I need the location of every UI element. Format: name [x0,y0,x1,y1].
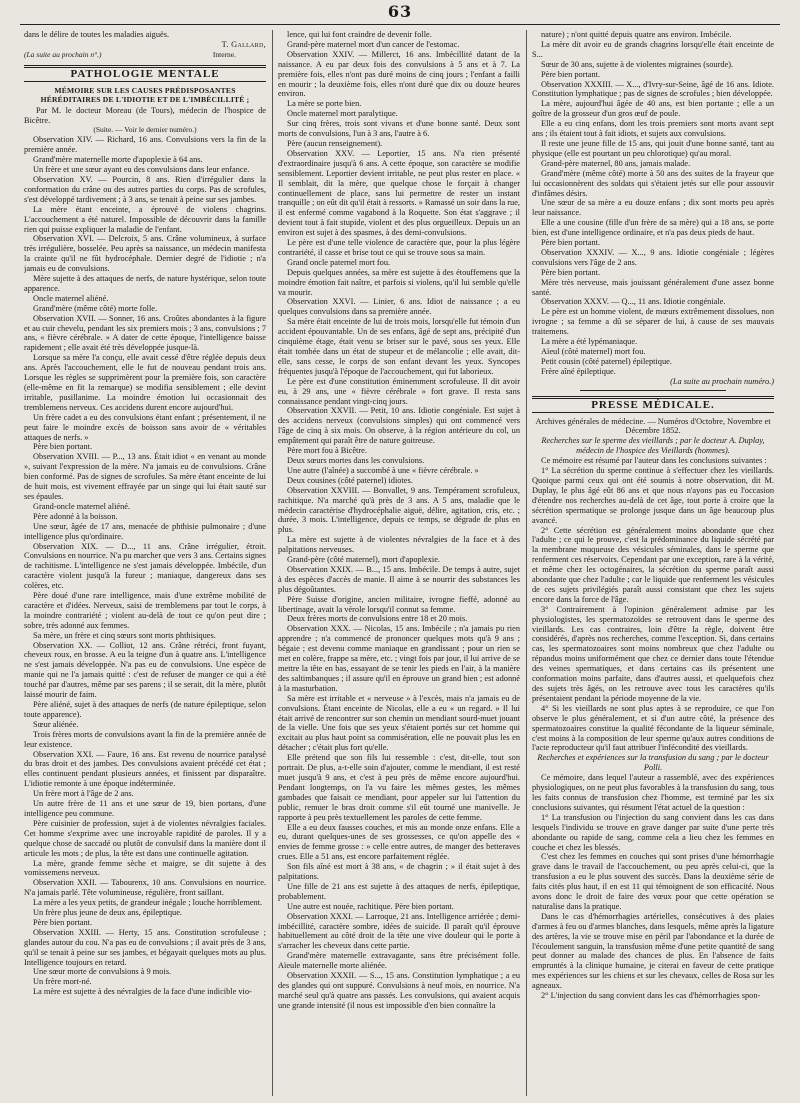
paragraph: Elle a une cousine (fille d'un frère de sa mère) qui a 18 ans, se porte bien, est d'une intelligence ordinaire, et n'a pas deux pieds de haut. [532,218,774,238]
signature-role: Interne. [212,49,236,59]
column-3-body-b [532,456,774,753]
paragraph: Sœur de 30 ans, sujette à de violentes migraines (sourde). [541,59,734,69]
paragraph: Observation XXXI. — Larroque, 21 ans. Intelligence arriérée ; demi-imbécillité, caractère sombre, idées de suicide. Il paraît qu'il éprouve habituellement au côté droit de la tête une vive douleur qui le porte à s'arracher les cheveux dans cette partie. [278,911,520,951]
paragraph: Dans le cas d'hémorrhagies artérielles, consécutives à des plaies d'armes à feu ou d'armes blanches, dans lesquels, même après la ligature des artères, la vie se trouve mise en péril par l'abondance et la durée de l'écoulement sanguin, la transfusion même d'une petite quantité de sang peut donner au malade des chances de plus. En l'absence de faits empruntés à la clinique humaine, je citerai en faveur de cette pratique mes expériences sur les chiens et sur les chevaux, celles de Rosa sur les agneaux. [532,911,774,991]
memoir-title: MÉMOIRE SUR LES CAUSES PRÉDISPOSANTES HÉRÉDITAIRES DE L'IDIOTIE ET DE L'IMBÉCILLITÉ ; [40,85,250,104]
paragraph: Observation XXIII. — Herty, 15 ans. Constitution scrofuleuse ; glandes autour du cou. N'a pas eu de convulsions ; il avait près de 3 ans, qu'il se tenait à peine sur ses jambes, et bégayait quelques mots au plus. Intelligence toujours en retard. [24,927,266,967]
paragraph: Observation XXIX. — B..., 15 ans. Imbécile. De temps à autre, sujet à des espèces d'accès de manie. Il aime à se nourrir des substances les plus dégoûtantes. [278,564,520,594]
paragraph: Un frère cadet a eu des convulsions étant enfant ; présentement, il ne peut faire le moindre excès de boisson sans avoir de « véritables attaques de nerfs. » [24,412,266,442]
paragraph: Son fils aîné est mort à 38 ans, « de chagrin ; » il était sujet à des palpitations. [278,862,520,882]
paragraph: Observation XXXV. — Q..., 11 ans. Idiotie congéniale. [541,297,726,307]
recherches-title: Recherches sur le sperme des vieillards ; par le docteur A. Duplay, médecin de l'hospice des Vieillards (hommes). [541,436,765,456]
page-number: 63 [387,2,413,21]
paragraph: Grand'mère (même côté) morte folle. [33,303,158,313]
paragraph: Père bien portant. [541,69,601,79]
paragraph: Une autre est nouée, rachitique. Père bien portant. [287,901,454,911]
paragraph: Elle a eu cinq enfans, dont les trois premiers sont morts avant sept ans ; ils étaient tout à fait idiots, et sujets aux convulsions. [532,119,774,139]
column-2 [278,30,520,1096]
paragraph: Père adonné à la boisson. [33,511,118,521]
paragraph: Observation XX. — Colliot, 12 ans. Crâne rétréci, front fuyant, cheveux roux, en brosse. A eu la teigne d'un à quatre ans. L'intelligence ne s'est jamais développée. N'a pas eu de convulsions. Une espèce de manie qui ne l'a jamais quitté : c'est de refuser de manger ce qui a été touché par d'autres, même par ses parens ; il se serait, dit la mère, plutôt laissé mourir de faim. [24,640,266,700]
archives-line: Archives générales de médecine. — Numéros d'Octobre, Novembre et Décembre 1852. [535,416,771,436]
paragraph: 4° Si les vieillards ne sont plus aptes à se reproduire, ce que l'on observe le plus généralement, et si d'un autre côté, la présence des spermatozoaires constitue la qualité fécondante de la liqueur séminale, c'est moins à la composition de leur sperme qu'aux autres conditions de l'acte reproducteur qu'il faut attribuer l'infécondité des vieillards. [532,703,774,753]
paragraph: 1° La sécrétion du sperme continue à s'effectuer chez les vieillards. Quoique parmi ceux qui ont été soumis à notre observation, dit M. Duplay, le plus âgé eût 86 ans et que nous n'ayons pas eu l'occasion d'étendre nos recherches au-delà de cet âge, tout porte à croire que la sécrétion spermatique se prolonge jusque dans un âge beaucoup plus avancé. [532,466,774,525]
paragraph: Elle a eu deux fausses couches, et mis au monde onze enfans. Elle a eu, durant quelques-unes de ses grossesses, ce qu'on appelle des « envies de femme grosse : » celle entre autres, de manger des betteraves crues. Elle a 51 ans, est encore parfaitement réglée. [278,822,520,862]
paragraph: Observation XXXII. — S..., 15 ans. Constitution lymphatique ; a eu des glandes qui ont suppuré. Convulsions à neuf mois, en nourrice. N'a marché seul qu'à quatre ans passés. Les convulsions, qui avaient acquis une grande intensité (il nous est impossible d'en bien connaître la [278,971,520,1010]
paragraph: La mère étant enceinte, a éprouvé de violens chagrins. L'accouchement a été naturel. Impossible de découvrir dans la famille rien qui puisse expliquer la maladie de l'enfant. [24,204,266,234]
paragraph: Observation XXI. — Faure, 16 ans. Est revenu de nourrice paralysé du bras droit et des jambes. Des convulsions avaient précédé cet état ; elles continuent pendant plusieurs années, et finissent par disparaître. L'idiotie remonte à une époque indéterminée. [24,749,266,789]
column-divider [526,30,527,1096]
paragraph: Grand-oncle maternel aliéné. [33,501,131,511]
paragraph: Sa mère était enceinte de lui de trois mois, lorsqu'elle fut témoin d'un accident épouvantable. Un de ses enfans, âgé de sept ans, précipité d'un cinquième étage, était venu se briser sur le pavé, sous ses yeux. Elle était tombée dans un état de stupeur et de mélancolie ; elle avait, dit-elle, sans cesse, le corps de son enfant devant les yeux. Syncopes fréquentes jusqu'à l'époque de l'accouchement, qui fut laborieux. [278,317,520,376]
paragraph: La mère, aujourd'hui âgée de 40 ans, est bien portante ; elle a un goître de la grosseur d'un gros œuf de poule. [532,99,774,119]
paragraph: La mère est sujette à des névralgies de la face d'une indicible vio- [33,987,252,997]
paragraph: Petit cousin (côté paternel) épileptique. [541,356,672,366]
paragraph: Trois frères morts de convulsions avant la fin de la première année de leur existence. [24,729,266,749]
paragraph: Une autre (l'aînée) a succombé à une « fièvre cérébrale. » [287,465,479,475]
paragraph: Père doué d'une rare intelligence, mais d'une extrême mobilité de caractère et d'idées. Nerveux, saisi de tremblemens par tout le corps, à la moindre contrariété ; violent au-delà de tout ce qu'on peut dire ; sobre, très adonné aux femmes. [24,591,266,630]
paragraph: Grand oncle paternel mort fou. [287,257,391,267]
paragraph: Une fille de 21 ans est sujette à des attaques de nerfs, épileptique, probablement. [278,881,520,901]
paragraph: 1° La transfusion ou l'injection du sang convient dans les cas dans lesquels l'individu se trouve en grave danger par suite d'une perte très abondante ou rapide de sang, comme cela a lieu chez les femmes en couche et chez les blessés. [532,812,774,852]
paragraph: Frère aîné épileptique. [541,366,616,376]
paragraph: Sa mère est irritable et « nerveuse » à l'excès, mais n'a jamais eu de convulsions. Étant enceinte de Nicolas, elle a eu « un regard. » Il lui était arrivé de rencontrer sur son chemin un mendiant sourd-muet jouant de la vielle. Une fois que ses yeux s'étaient portés sur cet homme qui excitait au plus haut point sa commisération, elle ne pouvait plus les en détacher ; c'était plus fort qu'elle. [278,693,520,753]
paragraph: Observation XIX. — D..., 11 ans. Crâne irrégulier, étroit. Convulsions en nourrice. N'a pu marcher que vers 3 ans. Certains signes de rachitisme. L'intelligence ne s'est jamais développée. Imbécile, d'un caractère violent jusqu'à la fureur ; maniaque, dangereux dans ses colères, etc. [24,541,266,591]
column-1-body [24,135,266,997]
column-3 [532,30,774,1096]
paragraph: Une sœur morte de convulsions à 9 mois. [33,967,172,977]
continued-note: (La suite au prochain numéro.) [670,376,774,386]
paragraph: Un frère et une sœur ayant eu des convulsions dans leur enfance. [33,165,250,175]
paragraph: La mère se porte bien. [287,99,362,109]
paragraph: Observation XXVIII. — Bonvallet, 9 ans. Tempérament scrofuleux, rachitique. N'a marché qu'à près de 3 ans. A 5 ans, maladie que le médecin caractérise d'hydrocéphalie aiguë, délire, agitation, cris, etc. ; durée, 3 mois. L'intelligence, depuis ce temps, se dégrade de plus en plus. [278,485,520,535]
column-3-body-a [532,30,774,377]
paragraph: Sœur aliénée. [33,719,79,729]
paragraph: Deux frères morts de convulsions entre 18 et 20 mois. [287,614,468,624]
paragraph: Oncle maternel mort paralytique. [287,109,398,119]
paragraph: Observation XXIV. — Millerct, 16 ans. Imbécillité datant de la naissance. A eu par deux fois des convulsions à 5 ans et à 7. La première fois, elles n'ont pas duré moins de cinq jours ; l'enfant a failli en mourir ; la deuxième fois, elles n'ont duré que dix ou douze heures environ. [278,49,520,99]
paragraph: La mère a été lypémaniaque. [541,337,638,347]
paragraph: Ce mémoire est résumé par l'auteur dans les conclusions suivantes : [541,456,767,466]
paragraph: 2° L'injection du sang convient dans les cas d'hémorrhagies spon- [541,991,761,1001]
paragraph: La mère a les yeux petits, de grandeur inégale ; louche horriblement. [33,898,263,908]
paragraph: La mère, grande femme sèche et maigre, se dit sujette à des vomissemens nerveux. [24,858,266,878]
paragraph: Le père est un homme violent, de mœurs extrêmement dissolues, non ivrogne ; sa femme a dû se séparer de lui, à cause de ses mauvais traitemens. [532,307,774,337]
paragraph: Observation XIV. — Richard, 16 ans. Convulsions vers la fin de la première année. [24,135,266,155]
paragraph: Elle prétend que son fils lui ressemble : c'est, dit-elle, tout son portrait. De plus, a-t-elle soin d'ajouter, comme le mendiant, il est resté muet jusqu'à 9 ans, et c'est à peu près de même encore aujourd'hui. Pendant longtemps, on l'a vu faire les mêmes gestes, les mêmes gambades que faisait ce mendiant, pour appeler sur lui l'attention du public, remuer le bras droit comme s'il eût tourné une manivelle. Je rapporte à peu près textuellement les paroles de cette femme. [278,753,520,822]
paragraph: Un frère plus jeune de deux ans, épileptique. [33,908,182,918]
paragraph: Sur cinq frères, trois sont vivans et d'une bonne santé. Deux sont morts de convulsions, l'un à 3 ans, l'autre à 6. [278,119,520,139]
paragraph: Observation XV. — Pourcin, 8 ans. Rien d'irrégulier dans la conformation du crâne ou des autres parties du corps. Pas de scrofules, s'est développé tardivement ; à 3 ans, se tenait à peine sur ses jambes. [24,174,266,204]
continued-note: (La suite au prochain n°.) [24,49,102,59]
paragraph: Deux cousines (côté paternel) idiotes. [287,475,413,485]
header-rule [20,24,780,25]
paragraph: Grand'mère maternelle extravagante, sans être précisément folle. Aïeule maternelle morte aliénée. [278,951,520,971]
paragraph: Observation XXX. — Nicolas, 15 ans. Imbécile ; n'a jamais pu rien apprendre ; n'a commencé de prononcer quelques mots qu'à 9 ans ; bégaie ; est devenu comme maniaque en grandissant ; pour un rien se met en colère, frappe sa mère, etc. ; vingt fois par jour, il lui arrive de se mettre la tête en bas, essayant de se tenir les pieds en l'air, à la manière des saltimbanques ; il assure qu'il en éprouve un grand bien ; est adonné à la masturbation. [278,624,520,693]
paragraph: Grand'mère maternelle morte d'apoplexie à 64 ans. [33,155,203,165]
signature: T. Gallard, [221,39,266,49]
top-text: dans le délire de toutes les maladies aiguës. [24,30,170,39]
section-title: PATHOLOGIE MENTALE [24,65,266,82]
paragraph: 2° Cette sécrétion est généralement moins abondante que chez l'adulte ; ce qui le prouve, c'est la prédominance du liquide sécrété par la membrane muqueuse des vésicules séminales, dans le sperme que renferment ces réservoirs. Cependant par une exception, rare à la vérité, et même chez les octogénaires, la sécrétion du sperme paraît aussi abondante que chez l'adulte ; car le liquide que renferment les vésicules de ces sujets privilégiés paraît aussi consistant que chez les sujets encore dans la force de l'âge. [532,525,774,604]
section-title: PRESSE MÉDICALE. [532,396,774,413]
paragraph: Observation XXVII. — Petit, 10 ans. Idiotie congéniale. Est sujet à des accidens nerveux (convulsions simples) qui ont commencé vers l'âge de cinq à six mois. On observe, à la région antérieure du col, un empâtement qui paraît être de nature goitreuse. [278,406,520,446]
paragraph: Père bien portant. [541,267,601,277]
column-2-body [278,30,520,1011]
signature-row [24,50,266,60]
paragraph: Aïeul (côté maternel) mort fou. [541,347,646,356]
paragraph: Grand-père maternel, 80 ans, jamais malade. [541,158,691,168]
paragraph: Père cuisinier de profession, sujet à de violentes névralgies faciales. Cet homme s'exprime avec une incroyable rapidité de paroles. Il y a quelque chose de saccadé ou plutôt de convulsif dans la manière dont il articule les mots ; de plus, la tête est dans une continuelle agitation. [24,818,266,858]
paragraph: Père (aucun renseignement). [287,138,383,148]
paragraph: Grand-père maternel mort d'un cancer de l'estomac. [287,39,460,49]
paragraph: Père bien portant. [33,442,93,452]
paragraph: Observation XXXIII. — X..., d'Ivry-sur-Seine, âgé de 16 ans. Idiote. Constitution lymphatique ; pas de signes de scrofules ; bien développée. [532,79,774,99]
transfusion-title: Recherches et expériences sur la transfusion du sang ; par le docteur Polli. [537,753,769,773]
paragraph: Ce mémoire, dans lequel l'auteur a rassemblé, avec des expériences physiologiques, on ne peut plus favorables à la transfusion du sang, tous les faits connus de transfusion chez l'homme, est terminé par les six conclusions suivantes, qui résument l'état actuel de la question : [532,773,774,812]
paragraph: lence, qui lui font craindre de devenir folle. [287,30,432,39]
column-3-body-c [532,773,774,1001]
paragraph: Observation XXII. — Tabourenx, 10 ans. Convulsions en nourrice. N'a jamais parlé. Tête volumineuse, régulière, front saillant. [24,878,266,898]
paragraph: Observation XVII. — Sonner, 16 ans. Croûtes abondantes à la figure et au cuir chevelu, pendant les six premiers mois ; 3 ans, convulsions ; 7 ans, « fièvre cérébrale. » A dater de cette époque, l'intelligence baisse rapidement ; elle avait été très développée jusque-là. [24,313,266,353]
paragraph: Le père est d'une constitution éminemment scrofuleuse. Il dit avoir eu, à 29 ans, une « fièvre cérébrale » fort grave. Il resta sans connaissance pendant vingt-cinq jours. [278,376,520,406]
paragraph: Le père est d'une telle violence de caractère que, pour la plus légère contrariété, il casse et brise tout ce qui se trouve sous sa main. [278,238,520,257]
paragraph: Oncle maternel aliéné. [33,293,109,303]
paragraph: Mère sujette à des attaques de nerfs, de nature hystérique, selon toute apparence. [24,274,266,293]
paragraph: 3° Contrairement à l'opinion généralement admise par les physiologistes, les spermatozoïdes se retrouvent dans le sperme des vieillards. Les cas contraires, loin d'être la règle, doivent être considérés, d'après nos recherches, comme l'exception. Si, dans certains cas, les spermatozoaires sont moins nombreux que chez l'adulte ou répandus moins uniformément que chez ce dernier dans toute l'étendue des veines spermatiques, et dans certains cas ils présentent une conformation moins parfaite, dans d'autres aussi, et quelquefois chez des sujets très âgés, on les retrouve avec tous les caractères qu'ils présentaient pendant la période moyenne de la vie. [532,604,774,703]
paragraph: Père bien portant. [541,238,601,248]
paragraph: Père bien portant. [33,917,93,927]
paragraph: La mère dit avoir eu de grands chagrins lorsqu'elle était enceinte de S... [532,39,774,59]
column-1 [24,30,266,1096]
paragraph: C'est chez les femmes en couches qui sont prises d'une hémorrhagie grave dans le travail de l'accouchement, ou peu après celui-ci, que la transfusion a eu le plus souvent des succès. Dans la deuxième série de faits cités plus haut, il en est 11 qui témoignent de son efficacité. Nous avons donc le droit de faire des vœux pour que cette opération se naturalise dans la pratique. [532,852,774,911]
paragraph: Lorsque sa mère l'a conçu, elle avait cessé d'être réglée depuis deux ans. Après l'accouchement, elle le fut de nouveau pendant trois ans. Lorsque les règles se supprimèrent pour la première fois, son caractère (elle-même en fit la remarque) se modifia sensiblement ; elle devint irritable, pusillanime. La moindre émotion lui occasionnait des tremblemens nerveux. Ces accidens durent encore aujourd'hui. [24,353,266,412]
paragraph: Depuis quelques années, sa mère est sujette à des étouffemens que la moindre émotion fait naître, et parfois si violens, qu'il lui semble qu'elle va mourir. [278,267,520,297]
paragraph: Mère très nerveuse, mais jouissant généralement d'une assez bonne santé. [532,277,774,297]
paragraph: Observation XVI. — Delcroix, 5 ans. Crâne volumineux, à surface très irrégulière, bosselée. Peu après sa naissance, un médecin manifesta la crainte qu'il ne fût hydrocéphale. Dernier degré de l'idiotie ; n'a jamais eu de convulsions. [24,234,266,274]
paragraph: Il reste une jeune fille de 15 ans, qui jouit d'une bonne santé, tant au physique (elle est pourtant un peu chlorotique) qu'au moral. [532,138,774,158]
paragraph: La mère est sujette à de violentes névralgies de la face et à des palpitations nerveuses. [278,535,520,555]
paragraph: Un frère mort-né. [33,977,92,987]
paragraph: Une sœur, âgée de 17 ans, menacée de phthisie pulmonaire ; d'une intelligence plus qu'ordinaire. [24,521,266,541]
paragraph: Observation XXVI. — Linier, 6 ans. Idiot de naissance ; a eu quelques convulsions dans sa première année. [278,297,520,317]
paragraph: Deux sœurs mortes dans les convulsions. [287,455,425,465]
paragraph: Père mort fou à Bicêtre. [287,446,367,456]
paragraph: Un autre frère de 11 ans et une sœur de 19, bien portans, d'une intelligence peu commune. [24,799,266,818]
memoir-author: Par M. le docteur Moreau (de Tours), médecin de l'hospice de Bicêtre. [24,105,266,125]
paragraph: Grand'mère (même côté) morte à 50 ans des suites de la frayeur que lui occasionnèrent des soldats qui s'étaient jetés sur elle pour assouvir d'infâmes désirs. [532,168,774,198]
paragraph: Une sœur de sa mère a eu douze enfans ; dix sont morts peu après leur naissance. [532,198,774,218]
memoir-continuation: (Suite. — Voir le dernier numéro.) [93,125,197,135]
paragraph: Grand-père (côté maternel), mort d'apoplexie. [287,555,441,565]
paragraph: Père aliéné, sujet à des attaques de nerfs (de nature épileptique, selon toute apparence). [24,700,266,719]
article-end-rule [580,390,725,391]
paragraph: Observation XXXIV. — X..., 9 ans. Idiotie congéniale ; légères convulsions vers l'âge de 2 ans. [532,247,774,267]
paragraph: nature) ; n'ont quitté depuis quatre ans environ. Imbécile. [541,30,732,39]
paragraph: Observation XXV. — Leportier, 15 ans. N'a rien présenté d'extraordinaire jusqu'à 6 ans. A cette époque, son caractère se modifie sensiblement. Leportier devient irritable, ne peut plus rester en place. « Il semblait, dit la mère, que quelque chose le forçait à changer continuellement de place, sans lui permettre de rester un instant tranquille ; on eût dit qu'il était à ressorts. » Ramassé un soir dans la rue, il est enfermé comme vagabond à la Roquette. Son état s'aggrave ; il devient tout à fait stupide, violent et des plus orgueilleux. Depuis un an environ est sujet à des spasmes, à des demi-convulsions. [278,148,520,238]
paragraph: Un frère mort à l'âge de 2 ans. [33,789,134,799]
column-divider [272,30,273,1096]
paragraph: Père Suisse d'origine, ancien militaire, ivrogne fieffé, adonné au libertinage, avait la vérole lorsqu'il connut sa femme. [278,594,520,614]
paragraph: Sa mère, un frère et cinq sœurs sont morts phthisiques. [33,630,216,640]
paragraph: Observation XVIII. — P..., 13 ans. Était idiot « en venant au monde », suivant l'expression de la mère. N'a jamais eu de convulsions. Crâne bien conformé. Pas de signes de scrofules. Sa mère étant enceinte de lui de huit mois, est vivement effrayée par un singe qui lui était sauté sur ses épaules. [24,452,266,501]
